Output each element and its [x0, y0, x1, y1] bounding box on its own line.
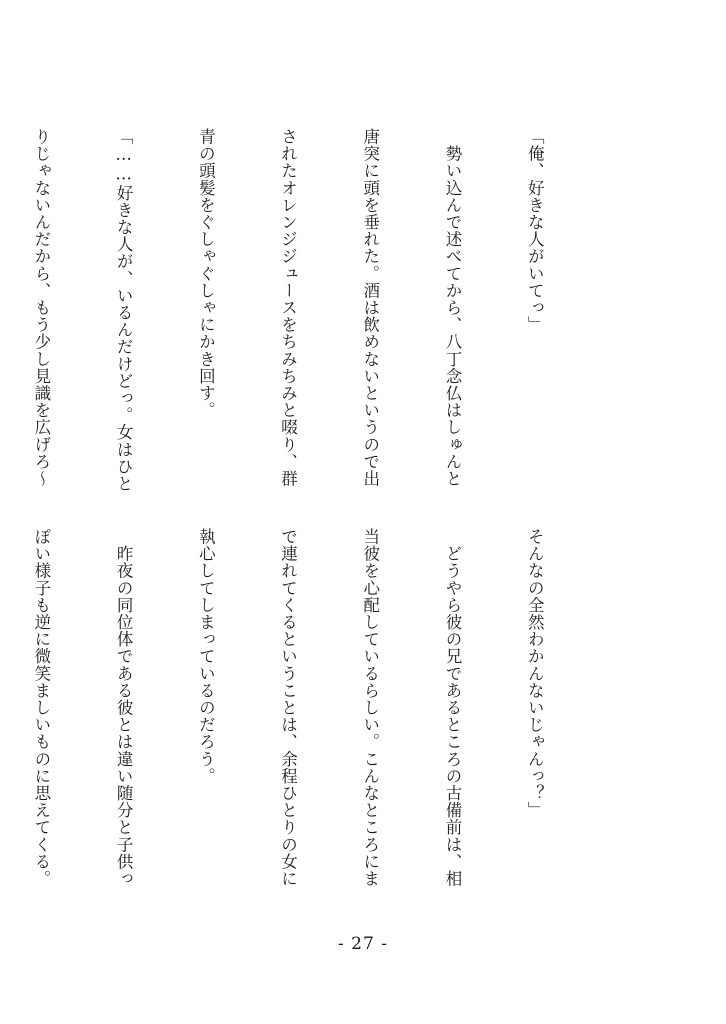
text-line: されたオレンジジュースをちみちみと啜り、群 — [278, 128, 298, 488]
text-line: 唐突に頭を垂れた。酒は飲めないというので出 — [360, 128, 380, 488]
text-line: 当彼を心配しているらしい。こんなところにま — [360, 528, 380, 888]
text-line: りじゃないんだから、もう少し見識を広げろ～ — [31, 128, 51, 488]
text-line: 青の頭髪をぐしゃぐしゃにかき回す。 — [196, 128, 216, 419]
page-number: - 27 - — [338, 934, 388, 954]
text-line: どうやら彼の兄であるところの古備前は、相 — [442, 528, 462, 888]
text-line: 「……好きな人が、いるんだけどっ。女はひと — [114, 128, 134, 493]
text-line: 執心してしまっているのだろう。 — [196, 528, 216, 785]
text-line: で連れてくるということは、余程ひとりの女に — [278, 528, 298, 888]
text-line: 勢い込んで述べてから、八丁念仏はしゅんと — [442, 128, 462, 488]
top-text-block — [0, 128, 603, 493]
text-line: 「俺、好きな人がいてっ」 — [525, 128, 545, 334]
text-line: 昨夜の同位体である彼とは違い随分と子供っ — [114, 528, 134, 888]
bottom-text-block — [0, 528, 603, 888]
text-line: そんなの全然わかんないじゃんっ？」 — [525, 528, 545, 819]
text-line: ぽい様子も逆に微笑ましいものに思えてくる。 — [31, 528, 51, 888]
